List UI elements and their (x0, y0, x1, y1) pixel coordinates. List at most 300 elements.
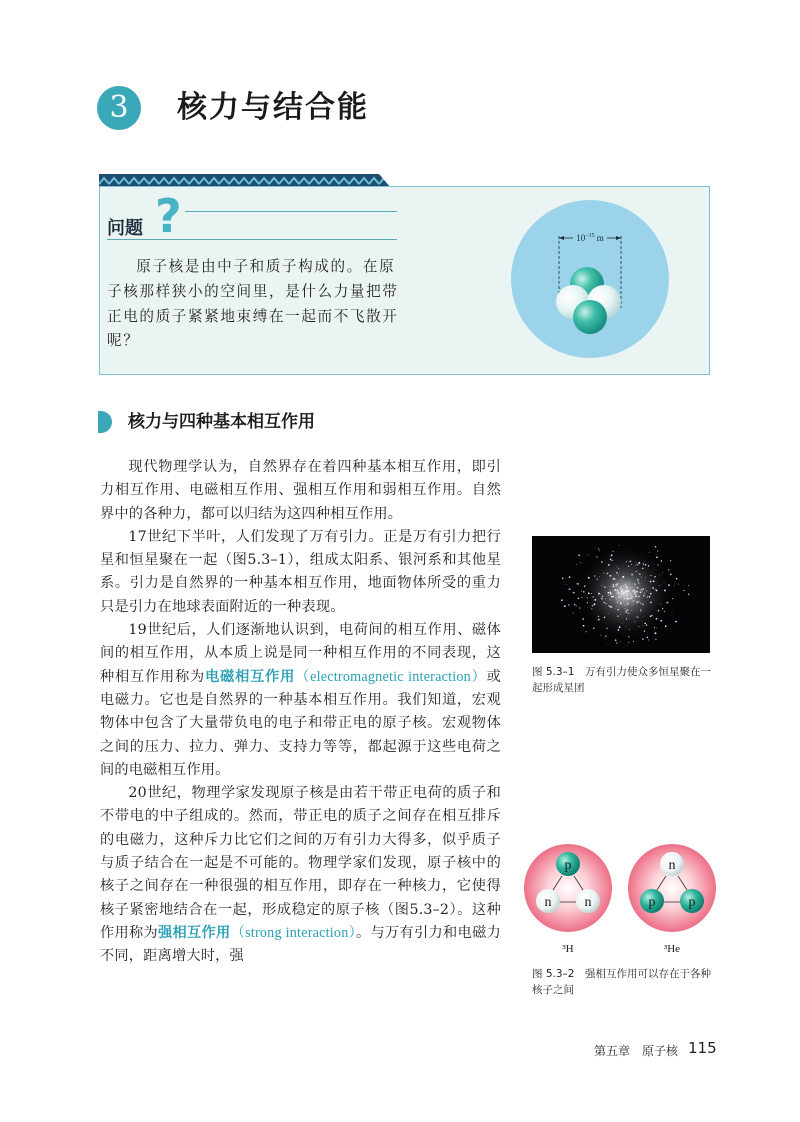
star (620, 614, 621, 615)
star (645, 580, 646, 581)
star (628, 566, 629, 567)
star (633, 604, 634, 605)
star (650, 575, 651, 576)
star (601, 561, 603, 563)
star (615, 639, 617, 641)
star (621, 597, 622, 598)
star (573, 592, 575, 594)
star (618, 629, 620, 631)
star (638, 573, 639, 574)
star (615, 584, 617, 586)
star (636, 571, 637, 572)
star (615, 586, 616, 587)
star (625, 583, 627, 585)
star (610, 594, 611, 595)
star (638, 596, 640, 598)
star (626, 600, 627, 601)
star (624, 595, 626, 597)
star (610, 558, 612, 560)
star (659, 585, 660, 586)
star (610, 593, 611, 594)
star (627, 609, 629, 611)
star (670, 560, 671, 561)
star (594, 599, 596, 601)
star (624, 590, 626, 592)
star (613, 584, 614, 585)
star (591, 608, 592, 609)
star (634, 597, 635, 598)
star (578, 598, 579, 599)
body-text (100, 456, 501, 969)
star (616, 572, 617, 573)
figure-2-caption: 图 5.3–2 强相互作用可以存在于各种核子之间 (532, 968, 711, 996)
star (606, 644, 607, 645)
star (676, 578, 677, 579)
star (657, 550, 658, 551)
star (617, 616, 618, 617)
star (650, 601, 652, 603)
star (655, 546, 657, 548)
star (653, 580, 655, 582)
star (621, 580, 622, 581)
star (637, 579, 639, 581)
star (631, 610, 632, 611)
star (604, 586, 606, 588)
term-strong-en: （strong interaction） (230, 924, 357, 941)
star (641, 589, 643, 591)
star (628, 590, 630, 592)
star (662, 608, 664, 610)
star (625, 608, 626, 609)
star (640, 611, 641, 612)
star (637, 601, 638, 602)
star (610, 590, 611, 591)
star (620, 589, 622, 591)
nuclei-diagram (522, 842, 718, 962)
star (611, 586, 612, 587)
star (640, 609, 641, 610)
star (622, 576, 624, 578)
star (619, 626, 621, 628)
star (637, 564, 639, 566)
star (674, 585, 675, 586)
neutron-label: n (584, 895, 592, 910)
star (626, 587, 627, 588)
star (596, 579, 597, 580)
star (598, 616, 599, 617)
helium3-label: ³He (663, 943, 681, 955)
paragraph-3 (100, 619, 501, 782)
star (668, 584, 670, 586)
star (683, 590, 684, 591)
star (605, 635, 606, 636)
star (638, 583, 639, 584)
star (562, 577, 563, 578)
star (644, 592, 645, 593)
star (646, 590, 647, 591)
star (638, 562, 640, 564)
star (598, 593, 600, 595)
star (628, 636, 629, 637)
star (643, 595, 645, 597)
star (627, 588, 629, 590)
star (658, 610, 660, 612)
star (619, 594, 620, 595)
star (616, 606, 617, 607)
star-cluster-image (532, 536, 710, 653)
star (622, 623, 623, 624)
star (616, 566, 617, 567)
star (580, 562, 581, 563)
star (659, 575, 660, 576)
star (621, 593, 623, 595)
star (654, 564, 655, 565)
star (688, 585, 689, 586)
star (598, 548, 599, 549)
star (656, 618, 658, 620)
star (664, 589, 666, 591)
star (661, 560, 663, 562)
star (631, 564, 632, 565)
star (629, 629, 630, 630)
star (630, 588, 631, 589)
star (615, 608, 616, 609)
star (632, 598, 633, 599)
star (616, 593, 617, 594)
paragraph-4-text-a: 20世纪，物理学家发现原子核是由若干带正电荷的质子和不带电的中子组成的。然而，带正电的质子之间存在相互排斥的电磁力，这种斥力比它们之间的万有引力大得多，似乎质子与质子结合在一起是不可能的。物理学家们发现，原子核中的核子之间存在一种很强的相互作用，即存在一种核力，它使得核子紧密地结合在一起，形成稳定的原子核（图5.3–2）。这种作用称为 (100, 785, 501, 941)
star (651, 615, 653, 617)
star (596, 557, 597, 558)
star (664, 582, 665, 583)
star (632, 592, 633, 593)
star (626, 611, 628, 613)
star (606, 628, 607, 629)
star (629, 581, 630, 582)
star (622, 592, 623, 593)
star (626, 590, 628, 592)
star (635, 595, 636, 596)
star (618, 600, 619, 601)
star (564, 605, 566, 607)
star (626, 561, 627, 562)
star (654, 627, 655, 628)
star (641, 577, 642, 578)
scale-arrowhead-right (616, 236, 621, 240)
star (602, 599, 603, 600)
star (591, 593, 592, 594)
star (613, 596, 614, 597)
star (636, 591, 638, 593)
star (664, 611, 665, 612)
star (642, 603, 644, 605)
star (648, 565, 649, 566)
star (611, 560, 612, 561)
star (588, 577, 590, 579)
star (616, 598, 617, 599)
star (642, 625, 643, 626)
star (643, 563, 644, 564)
star (579, 607, 580, 608)
star (634, 591, 635, 592)
star (613, 585, 615, 587)
star (604, 617, 605, 618)
star (639, 574, 640, 575)
star (642, 638, 643, 639)
star (610, 599, 611, 600)
star (618, 591, 619, 592)
star (608, 564, 610, 566)
star (623, 595, 624, 596)
star (604, 573, 605, 574)
star (672, 598, 673, 599)
section-title: 核力与结合能 (177, 90, 369, 125)
star (621, 591, 623, 593)
scale-arrowhead-left (559, 236, 564, 240)
paragraph-4 (100, 782, 501, 968)
star (605, 599, 606, 600)
term-electromagnetic: 电磁相互作用 (205, 668, 296, 685)
star (646, 624, 647, 625)
neutron-label: n (544, 895, 552, 910)
star (645, 588, 646, 589)
star (602, 596, 604, 598)
star (594, 575, 595, 576)
star (656, 556, 658, 558)
star (607, 573, 609, 575)
star (648, 639, 649, 640)
star (629, 583, 630, 584)
star (649, 552, 650, 553)
star (653, 588, 654, 589)
term-strong: 强相互作用 (158, 924, 231, 941)
star (633, 641, 634, 642)
star (655, 639, 656, 640)
question-top-rule (185, 211, 397, 212)
star (638, 601, 640, 603)
star (604, 602, 605, 603)
question-label: 问题 (107, 218, 143, 239)
star (617, 602, 618, 603)
star (614, 589, 616, 591)
star (586, 631, 587, 632)
page-number: 115 (688, 1039, 717, 1057)
star (610, 606, 612, 608)
subsection-marker (98, 411, 112, 433)
star (583, 625, 585, 627)
nucleus-diagram (511, 200, 669, 358)
star (640, 603, 641, 604)
star (569, 576, 571, 578)
star (587, 597, 588, 598)
star (631, 574, 633, 576)
star (575, 605, 576, 606)
star (608, 613, 609, 614)
star (601, 597, 603, 599)
star (618, 575, 619, 576)
star (576, 583, 577, 584)
star (645, 577, 646, 578)
star (635, 565, 636, 566)
star (627, 594, 628, 595)
star (647, 637, 649, 639)
star (636, 562, 637, 563)
star (620, 592, 621, 593)
star (623, 585, 624, 586)
star (615, 597, 616, 598)
star (611, 593, 612, 594)
paragraph-3-text-a: 19世纪后，人们逐渐地认识到，电荷间的相互作用、磁体间的相互作用，从本质上说是同一种相互作用的不同表现，这种相互作用称为 (100, 622, 501, 685)
star (600, 594, 601, 595)
star (678, 584, 679, 585)
star (640, 591, 642, 593)
star (569, 588, 571, 590)
star (649, 596, 651, 598)
star (628, 593, 629, 594)
star (598, 619, 600, 621)
star (660, 604, 661, 605)
star (611, 554, 613, 556)
star (634, 590, 636, 592)
star (642, 588, 644, 590)
paragraph-3-text-b: 或电磁力。它也是自然界的一种基本相互作用。我们知道，宏观物体中包含了大量带负电的电子和带正电的原子核。宏观物体之间的压力、拉力、弹力、支持力等等，都起源于这些电荷之间的电磁相互作用。 (100, 668, 501, 778)
star (631, 596, 633, 598)
star (616, 642, 617, 643)
star (662, 572, 663, 573)
star-cluster-svg (532, 536, 710, 653)
term-electromagnetic-en: （electromagnetic interaction） (295, 668, 487, 685)
star (620, 602, 622, 604)
paragraph-2: 17世纪下半叶，人们发现了万有引力。正是万有引力把行星和恒星聚在一起（图5.3–1），组成太阳系、银河系和其他星系。引力是自然界的一种基本相互作用，地面物体所受的重力只是引力在地球表面附近的一种表现。 (100, 528, 501, 615)
star (588, 555, 589, 556)
star (645, 564, 647, 566)
star (626, 618, 627, 619)
star (660, 620, 662, 622)
paragraph-1: 现代物理学认为，自然界存在着四种基本相互作用，即引力相互作用、电磁相互作用、强相互作用和弱相互作用。自然界中的各种力，都可以归结为这四种相互作用。 (100, 459, 501, 522)
star (665, 625, 667, 627)
star (574, 604, 575, 605)
star (618, 607, 619, 608)
star (592, 596, 593, 597)
star (650, 593, 652, 595)
star (593, 627, 595, 629)
star (618, 596, 620, 598)
star (584, 585, 586, 587)
star (633, 592, 635, 594)
question-text: 原子核是由中子和质子构成的。在原子核那样狭小的空间里，是什么力量把带正电的质子紧紧地束缚在一起而不飞散开呢？ (107, 258, 399, 350)
star (670, 574, 672, 576)
subsection-title: 核力与四种基本相互作用 (128, 412, 315, 432)
star (637, 587, 639, 589)
star (629, 561, 630, 562)
star (626, 594, 628, 596)
question-underline (107, 239, 397, 240)
star (628, 613, 629, 614)
star (581, 597, 582, 598)
star (638, 626, 639, 627)
star (624, 608, 625, 609)
tritium-label: ³H (562, 943, 574, 955)
star (655, 589, 656, 590)
star (617, 609, 619, 611)
star (609, 591, 611, 593)
star (635, 584, 636, 585)
star (618, 568, 619, 569)
star (627, 603, 629, 605)
star (608, 605, 609, 606)
footer-chapter: 第五章 原子核 (594, 1044, 679, 1058)
star (611, 596, 613, 598)
star (578, 554, 580, 556)
star (625, 626, 626, 627)
question-mark-icon: ? (155, 189, 182, 243)
star (599, 576, 600, 577)
star (642, 568, 643, 569)
star (597, 557, 598, 558)
star (668, 569, 669, 570)
star (630, 598, 632, 600)
star (625, 597, 626, 598)
star (576, 564, 577, 565)
star (633, 600, 635, 602)
star (644, 623, 646, 625)
figure-1-caption: 图 5.3–1 万有引力使众多恒星聚在一起形成星团 (532, 666, 711, 694)
star (583, 591, 584, 592)
star (600, 635, 601, 636)
star (650, 581, 652, 583)
paragraph-4-text-b: 。与万有引力和电磁力不同，距离增大时，强 (100, 924, 501, 965)
star (626, 601, 627, 602)
section-number-badge: 3 (97, 86, 141, 130)
star (628, 642, 629, 643)
star (612, 551, 613, 552)
proton-label: p (648, 895, 656, 910)
star (614, 578, 615, 579)
question-box-zigzag-band (99, 173, 391, 187)
star (627, 592, 628, 593)
star (610, 556, 611, 557)
star (582, 618, 584, 620)
star (633, 587, 634, 588)
scale-label: $10^{-15}$ m (576, 233, 604, 243)
star (588, 593, 590, 595)
star (675, 621, 677, 623)
star (618, 643, 619, 644)
star (601, 586, 602, 587)
star (610, 575, 612, 577)
star (647, 596, 648, 597)
star (568, 604, 570, 606)
star (624, 592, 625, 593)
star (655, 632, 657, 634)
star (654, 576, 656, 578)
star (631, 598, 632, 599)
star (672, 613, 673, 614)
star (599, 550, 600, 551)
star (607, 592, 609, 594)
star (608, 595, 609, 596)
star (644, 631, 645, 632)
proton-label: p (564, 858, 572, 873)
star (656, 628, 657, 629)
star (620, 588, 621, 589)
neutron-label: n (668, 858, 676, 873)
star (620, 641, 621, 642)
star (644, 561, 645, 562)
star (638, 581, 639, 582)
star (592, 605, 594, 607)
star (625, 585, 626, 586)
star (625, 605, 626, 606)
